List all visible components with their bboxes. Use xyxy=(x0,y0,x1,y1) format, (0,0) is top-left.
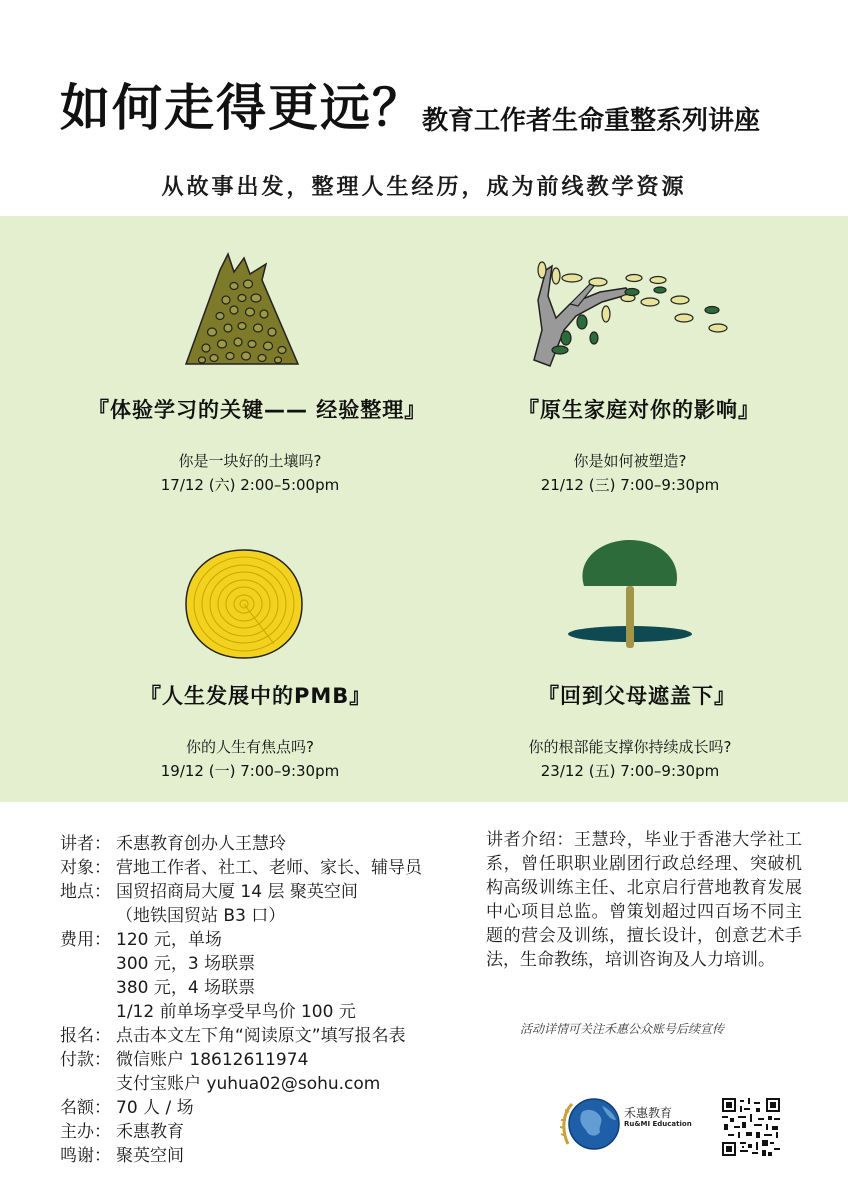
fee-line-2: 300 元，3 场联票 xyxy=(116,954,256,974)
subtitle: 从故事出发，整理人生经历，成为前线教学资源 xyxy=(161,174,687,200)
fee-line-4: 1/12 前单场享受早鸟价 100 元 xyxy=(116,1002,356,1022)
speaker-value: 禾惠教育创办人王慧玲 xyxy=(116,834,286,854)
payment-alipay: 支付宝账户 yuhua02@sohu.com xyxy=(116,1074,381,1094)
brand-name-en: Ru&MI Education xyxy=(624,1120,692,1128)
audience-label: 对象： xyxy=(60,858,111,878)
quota-label: 名额： xyxy=(60,1098,111,1118)
tree-rings-icon xyxy=(184,548,304,660)
fee-line-1: 120 元，单场 xyxy=(116,930,222,950)
follow-note: 活动详情可关注禾惠公众账号后续宣传 xyxy=(520,1022,725,1036)
thanks-value: 聚英空间 xyxy=(116,1146,184,1166)
event-details xyxy=(60,832,480,1168)
speaker-label: 讲者： xyxy=(60,834,111,854)
lecture-3-date: 19/12 (一) 7:00–9:30pm xyxy=(160,762,340,780)
fee-label: 费用： xyxy=(60,930,111,950)
lecture-2-title: 『原生家庭对你的影响』 xyxy=(518,398,760,422)
signup-value: 点击本文左下角“阅读原文”填写报名表 xyxy=(116,1026,406,1046)
payment-label: 付款： xyxy=(60,1050,111,1070)
speaker-bio: 讲者介绍：王慧玲，毕业于香港大学社工系，曾任职职业剧团行政总经理、突破机构高级训练主任、北京启行营地教育发展中心项目总监。曾策划超过四百场不同主题的营会及训练，擅长设计，创意艺术手法，生命教练，培训咨询及人力培训。 xyxy=(486,830,802,970)
soil-mound-icon xyxy=(184,250,300,366)
branch-leaves-icon xyxy=(530,256,730,368)
thanks-label: 鸣谢： xyxy=(60,1146,111,1166)
lecture-2-question: 你是如何被塑造? xyxy=(573,452,687,470)
fee-line-3: 380 元，4 场联票 xyxy=(116,978,256,998)
lecture-4-title: 『回到父母遮盖下』 xyxy=(538,684,736,708)
host-value: 禾惠教育 xyxy=(116,1122,184,1142)
venue-value: 国贸招商局大厦 14 层 聚英空间 xyxy=(116,882,358,902)
host-label: 主办： xyxy=(60,1122,111,1142)
series-title: 教育工作者生命重整系列讲座 xyxy=(422,106,761,136)
quota-value: 70 人 / 场 xyxy=(116,1098,194,1118)
main-title: 如何走得更远？ xyxy=(60,78,424,137)
globe-logo-icon xyxy=(560,1092,622,1154)
payment-wechat: 微信账户 18612611974 xyxy=(116,1050,309,1070)
lecture-3-question: 你的人生有焦点吗? xyxy=(186,738,314,756)
qr-code xyxy=(722,1098,780,1156)
lecture-3-title: 『人生发展中的PMB』 xyxy=(140,684,372,708)
lecture-4-question: 你的根部能支撑你持续成长吗? xyxy=(528,738,732,756)
venue-note: （地铁国贸站 B3 口） xyxy=(116,906,286,926)
lecture-1-question: 你是一块好的土壤吗? xyxy=(178,452,322,470)
tree-icon xyxy=(566,536,696,652)
audience-value: 营地工作者、社工、老师、家长、辅导员 xyxy=(116,858,422,878)
lecture-4-date: 23/12 (五) 7:00–9:30pm xyxy=(540,762,720,780)
brand-name-cn: 禾惠教育 xyxy=(624,1106,673,1120)
lecture-1-date: 17/12 (六) 2:00–5:00pm xyxy=(160,476,340,494)
lecture-1-title: 『体验学习的关键—— 经验整理』 xyxy=(88,398,427,422)
signup-label: 报名： xyxy=(60,1026,111,1046)
venue-label: 地点： xyxy=(60,882,111,902)
lecture-2-date: 21/12 (三) 7:00–9:30pm xyxy=(540,476,720,494)
